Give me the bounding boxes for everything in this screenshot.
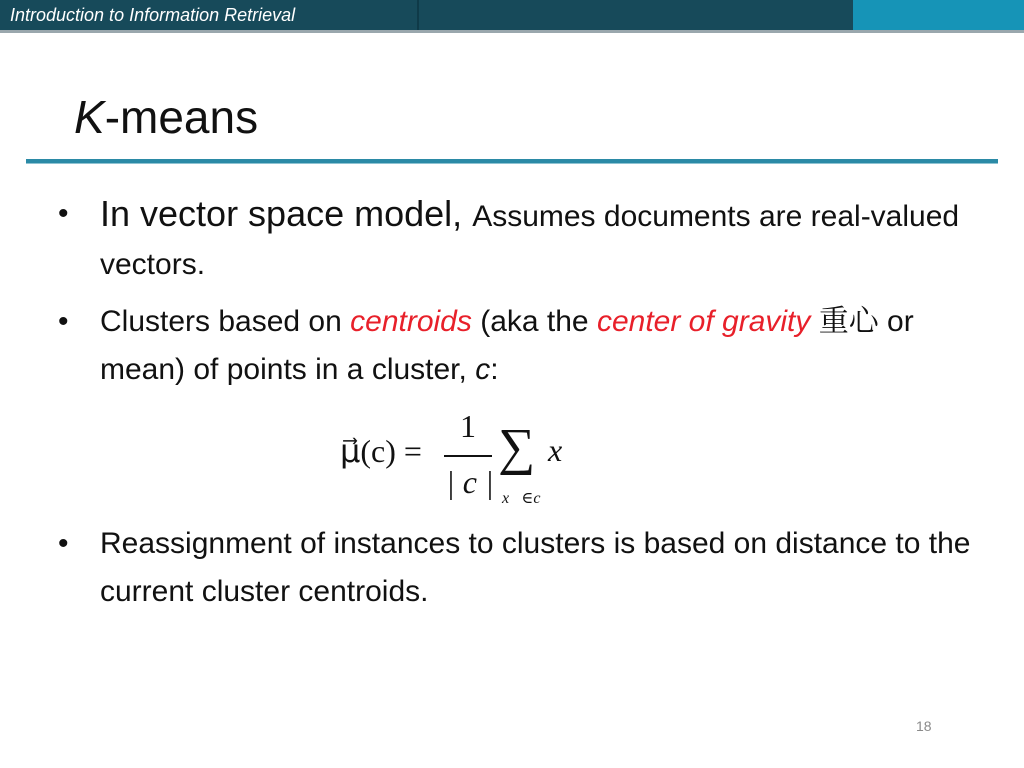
formula-lhs: μ⃗(c) = xyxy=(340,433,422,469)
formula-numerator: 1 xyxy=(460,408,476,444)
title-divider xyxy=(26,159,998,164)
course-title: Introduction to Information Retrieval xyxy=(10,5,296,25)
bullet-2-text-1: Clusters based on xyxy=(100,305,351,338)
bullet-centroids xyxy=(100,298,980,394)
slide-title-text: -means xyxy=(104,91,259,143)
header-underline xyxy=(0,30,1024,33)
bullet-2-text-4: : xyxy=(490,353,499,386)
header-divider xyxy=(417,0,419,32)
bullet-reassignment: • Reassignment of instances to clusters is based on distance to the current cluster centroids. xyxy=(100,520,980,616)
header-light-segment xyxy=(853,0,1024,32)
formula-term: x⃗ xyxy=(548,432,588,468)
slide-title-variable: K xyxy=(74,91,105,143)
summation-symbol: ∑ xyxy=(498,419,536,476)
cluster-variable: c xyxy=(475,353,491,386)
bullet-1-small-text: Assumes documents are real-valued vectors. xyxy=(100,200,960,281)
bullet-1-large-text: In vector space model, xyxy=(100,193,473,234)
fraction-bar xyxy=(444,455,492,457)
centroid-formula xyxy=(340,408,588,518)
bullet-vector-space xyxy=(100,190,980,289)
formula-denominator: | c | xyxy=(446,464,494,500)
bullet-2-text-2: (aka the xyxy=(471,305,597,338)
center-of-gravity-term: center of gravity xyxy=(596,305,811,338)
page-number: 18 xyxy=(916,718,932,734)
bullet-2-text-3: 重心 or mean) of points in a cluster, xyxy=(100,305,914,386)
slide-title xyxy=(74,90,258,144)
summation-subscript: x⃗∈c xyxy=(502,490,541,507)
header-bar xyxy=(0,0,1024,32)
centroids-term: centroids xyxy=(350,305,472,338)
